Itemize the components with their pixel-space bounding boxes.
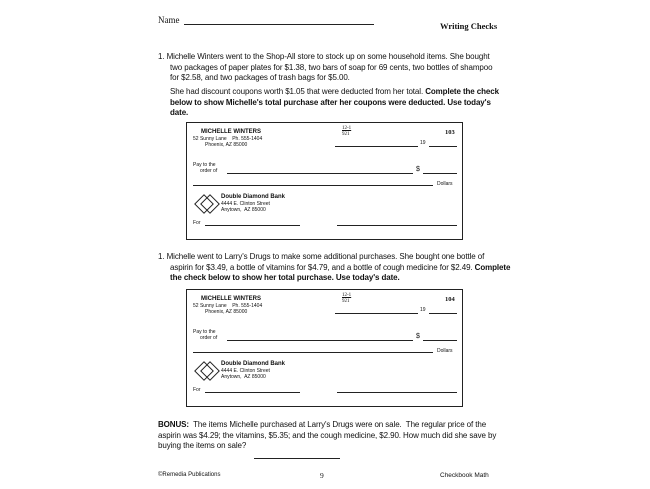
- memo-field[interactable]: [205, 392, 300, 393]
- date-field-left[interactable]: [335, 146, 418, 147]
- check-104: [186, 289, 463, 407]
- problem-1-line-3: for $2.58, and two packages of trash bags for $5.00.: [170, 73, 350, 82]
- check-owner-address: 52 Sunny Lane Ph. 555-1404: [193, 303, 263, 309]
- year-prefix: 19: [420, 307, 426, 313]
- bank-city: Anytown, AZ 85000: [221, 374, 266, 380]
- problem-1-instructions: [170, 87, 500, 119]
- name-label: Name: [158, 15, 180, 25]
- bonus-line-1-text: The items Michelle purchased at Larry's Drugs were on sale. The regular price of the: [188, 420, 487, 429]
- amount-field[interactable]: [423, 340, 457, 341]
- check-owner-address: 52 Sunny Lane Ph. 555-1404: [193, 136, 263, 142]
- bonus-question: [158, 420, 508, 452]
- signature-field[interactable]: [337, 392, 457, 393]
- footer-page-number: 9: [320, 471, 324, 480]
- routing-number-top: 12-1: [342, 126, 352, 131]
- problem-1-instructions-line-3: date.: [170, 108, 189, 117]
- footer-book-title: Checkbook Math: [440, 472, 489, 479]
- check-number: 104: [445, 296, 455, 303]
- order-of-label: order of: [200, 335, 218, 341]
- problem-1-line-2: two packages of paper plates for $1.38, two bars of soap for 69 cents, two bottles of shampoo: [170, 62, 493, 72]
- bank-street: 4444 E. Clinton Street: [221, 201, 270, 207]
- written-amount-field[interactable]: [193, 352, 433, 353]
- check-owner-name: MICHELLE WINTERS: [201, 129, 261, 135]
- amount-field[interactable]: [423, 173, 457, 174]
- date-field-right[interactable]: [429, 146, 457, 147]
- dollar-sign: $: [416, 166, 420, 173]
- memo-label: For: [193, 220, 201, 226]
- order-of-label: order of: [200, 168, 218, 174]
- check-103: [186, 122, 463, 240]
- dollars-label: Dollars: [437, 181, 453, 187]
- name-field[interactable]: [184, 24, 374, 25]
- year-prefix: 19: [420, 140, 426, 146]
- bonus-answer-field[interactable]: [254, 458, 340, 459]
- bank-city: Anytown, AZ 85000: [221, 207, 266, 213]
- dollar-sign: $: [416, 333, 420, 340]
- problem-2-line-1: 1. Michelle went to Larry's Drugs to make some additional purchases. She bought one bottle of: [158, 252, 485, 261]
- problem-2-line-2: [158, 262, 511, 274]
- problem-2-text: [158, 252, 511, 284]
- routing-number-bottom: 921: [342, 132, 350, 137]
- check-owner-name: MICHELLE WINTERS: [201, 296, 261, 302]
- problem-1-text: [158, 52, 498, 84]
- memo-field[interactable]: [205, 225, 300, 226]
- footer-publisher: ©Remedia Publications: [158, 472, 221, 478]
- problem-2-line-3: the check below to show her total purchase. Use today's date.: [170, 273, 400, 282]
- bonus-line-1: [158, 420, 508, 431]
- date-field-left[interactable]: [335, 313, 418, 314]
- routing-number-bottom: 921: [342, 299, 350, 304]
- bank-name: Double Diamond Bank: [221, 194, 286, 200]
- payee-field[interactable]: [227, 340, 413, 341]
- date-field-right[interactable]: [429, 313, 457, 314]
- page-title: Writing Checks: [440, 21, 498, 31]
- written-amount-field[interactable]: [193, 185, 433, 186]
- bonus-label: BONUS:: [158, 420, 189, 429]
- bank-street: 4444 E. Clinton Street: [221, 368, 270, 374]
- problem-1-instructions-line-2: below to show Michelle's total purchase after her coupons were deducted. Use today's: [170, 97, 491, 107]
- instruction-bold: Complete the check: [425, 87, 499, 96]
- dollars-label: Dollars: [437, 348, 453, 354]
- payee-field[interactable]: [227, 173, 413, 174]
- discount-text: She had discount coupons worth $1.05 that were deducted from her total.: [170, 87, 426, 96]
- problem-2-line-2-text: aspirin for $3.49, a bottle of vitamins for $4.79, and a bottle of cough medicine for $2.49.: [170, 262, 475, 272]
- signature-field[interactable]: [337, 225, 457, 226]
- pay-to-label: Pay to the: [193, 162, 216, 168]
- check-owner-city: Phoenix, AZ 85000: [205, 142, 248, 148]
- pay-to-label: Pay to the: [193, 329, 216, 335]
- check-number: 103: [445, 129, 455, 136]
- routing-number-top: 12-1: [342, 293, 352, 298]
- check-owner-city: Phoenix, AZ 85000: [205, 309, 248, 315]
- memo-label: For: [193, 387, 201, 393]
- bonus-line-2: aspirin was $4.29; the vitamins, $5.35; and the cough medicine, $2.90. How much did she save by: [158, 430, 497, 440]
- bank-name: Double Diamond Bank: [221, 361, 286, 367]
- problem-1-instructions-line-1: [170, 87, 500, 98]
- bonus-line-3: buying the items on sale?: [158, 441, 247, 450]
- problem-1-line-1: 1. Michelle Winters went to the Shop-All store to stock up on some household items. She bought: [158, 52, 490, 61]
- problem-2-bold-tail: Complete: [474, 262, 511, 272]
